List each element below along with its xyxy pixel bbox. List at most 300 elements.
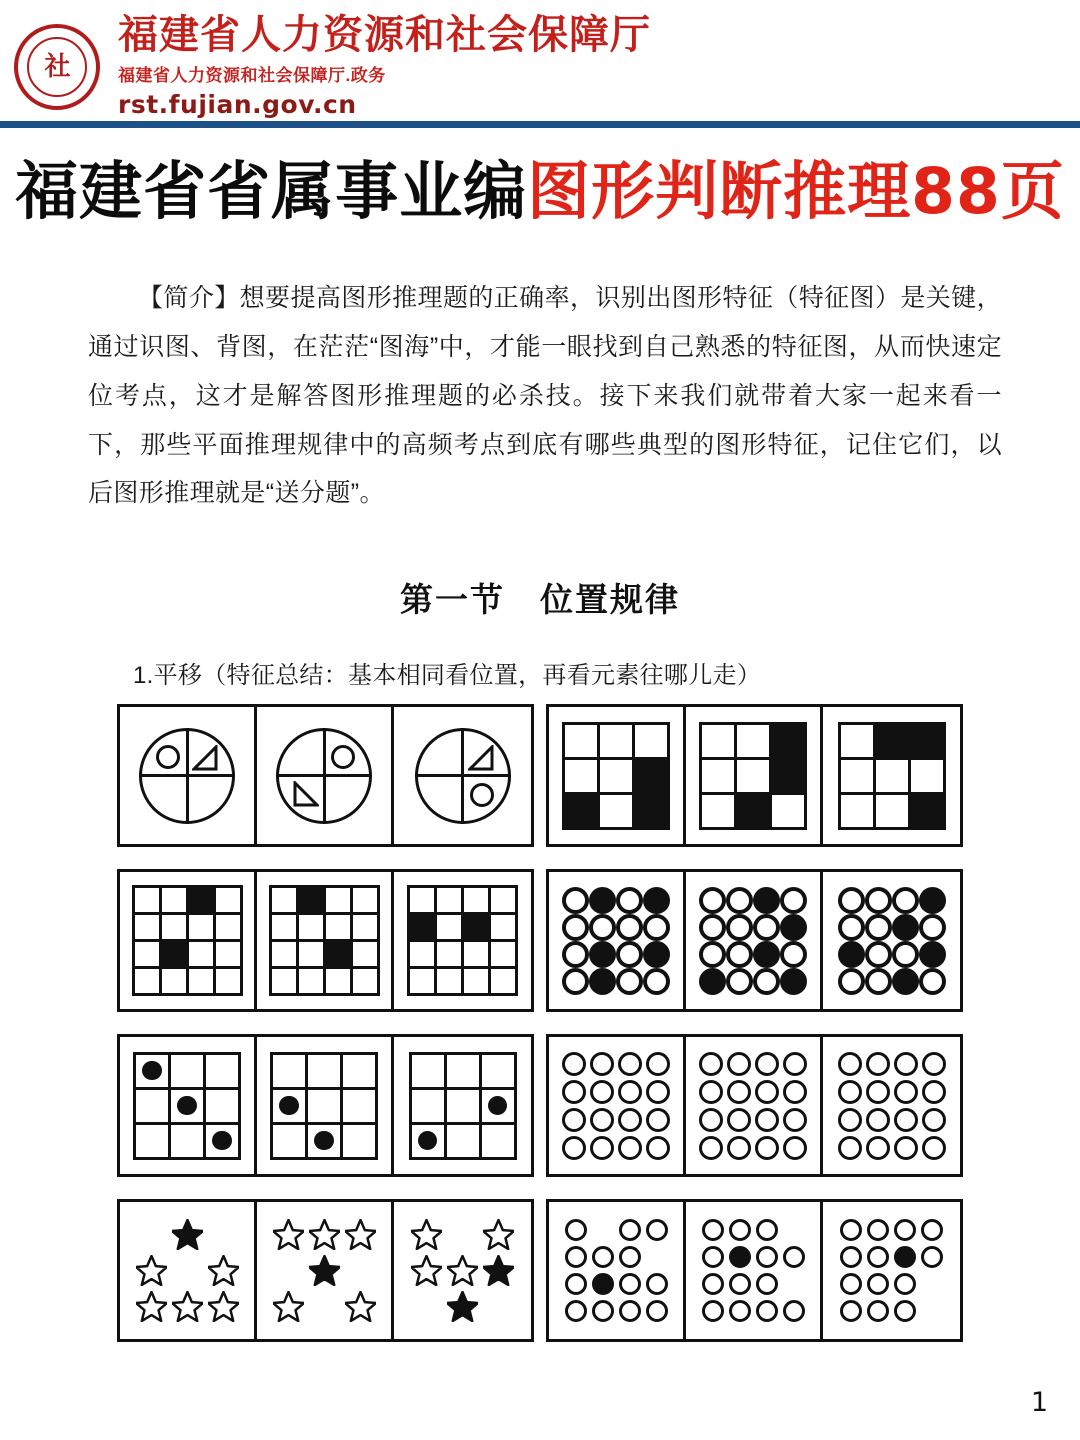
hollow-circle-icon bbox=[646, 1080, 670, 1104]
hollow-circle-icon bbox=[921, 1219, 943, 1241]
filled-cell bbox=[772, 725, 804, 757]
hollow-circle-icon bbox=[702, 1246, 724, 1268]
empty-cell bbox=[737, 725, 769, 757]
small-circle-icon bbox=[156, 745, 180, 769]
figure-panel bbox=[394, 1202, 531, 1339]
hollow-circle-icon bbox=[646, 1052, 670, 1076]
hollow-circle-icon bbox=[867, 1219, 889, 1241]
hollow-star-icon bbox=[409, 1217, 445, 1253]
hollow-star-icon bbox=[445, 1253, 481, 1289]
touching-circle-grid-figure bbox=[699, 887, 807, 995]
figure-group-row2-right bbox=[546, 869, 963, 1012]
hollow-circle-icon bbox=[562, 968, 589, 995]
empty-cell bbox=[876, 795, 908, 827]
hollow-circle-icon bbox=[894, 1136, 918, 1160]
empty-slot bbox=[409, 1289, 445, 1325]
empty-cell bbox=[216, 888, 240, 912]
empty-slot bbox=[169, 1253, 205, 1289]
empty-cell bbox=[353, 888, 377, 912]
filled-cell bbox=[772, 760, 804, 792]
grid-cell bbox=[482, 1125, 514, 1157]
black-dot-icon bbox=[142, 1061, 161, 1080]
hollow-star-icon bbox=[409, 1253, 445, 1289]
hollow-circle-icon bbox=[865, 941, 892, 968]
empty-cell bbox=[189, 969, 213, 993]
empty-cell bbox=[702, 725, 734, 757]
hollow-star-icon bbox=[205, 1253, 241, 1289]
hollow-circle-icon bbox=[780, 941, 807, 968]
spaced-circle-grid-figure bbox=[560, 1050, 672, 1162]
empty-cell bbox=[464, 888, 488, 912]
hollow-circle-icon bbox=[699, 1136, 723, 1160]
filled-cell bbox=[565, 795, 597, 827]
hollow-circle-icon bbox=[729, 1219, 751, 1241]
hollow-circle-icon bbox=[783, 1136, 807, 1160]
document-title-red: 图形判断推理88页 bbox=[527, 155, 1065, 228]
empty-cell bbox=[600, 795, 632, 827]
hollow-circle-icon bbox=[753, 914, 780, 941]
hollow-circle-icon bbox=[590, 1080, 614, 1104]
figure-panel bbox=[120, 872, 257, 1009]
hollow-circle-icon bbox=[866, 1052, 890, 1076]
empty-cell bbox=[410, 888, 434, 912]
empty-cell bbox=[876, 760, 908, 792]
hollow-star-icon bbox=[133, 1253, 169, 1289]
black-dot-icon bbox=[488, 1096, 507, 1115]
hollow-circle-icon bbox=[562, 941, 589, 968]
hollow-circle-icon bbox=[727, 1052, 751, 1076]
filled-cell bbox=[737, 795, 769, 827]
figure-panel bbox=[257, 872, 394, 1009]
header-divider bbox=[0, 121, 1080, 128]
hollow-circle-icon bbox=[699, 1052, 723, 1076]
hollow-circle-icon bbox=[783, 1108, 807, 1132]
empty-cell bbox=[464, 942, 488, 966]
hollow-circle-icon bbox=[726, 941, 753, 968]
checker-grid-figure bbox=[132, 885, 243, 996]
black-dot-icon bbox=[212, 1131, 231, 1150]
document-title-black: 福建省省属事业编 bbox=[15, 155, 528, 228]
dot-grid-figure bbox=[409, 1052, 517, 1160]
touching-circle-grid-figure bbox=[838, 887, 946, 995]
empty-cell bbox=[353, 915, 377, 939]
hollow-circle-icon bbox=[756, 1273, 778, 1295]
hollow-star-icon bbox=[306, 1217, 342, 1253]
hollow-circle-icon bbox=[866, 1136, 890, 1160]
hollow-circle-icon bbox=[618, 1108, 642, 1132]
empty-slot bbox=[133, 1217, 169, 1253]
hollow-circle-icon bbox=[619, 1273, 641, 1295]
empty-cell bbox=[565, 760, 597, 792]
empty-cell bbox=[135, 969, 159, 993]
figure-group-row2-left bbox=[117, 869, 534, 1012]
absent-circle-slot bbox=[921, 1300, 943, 1322]
grid-cell bbox=[343, 1125, 375, 1157]
grid-cell bbox=[412, 1090, 444, 1122]
hollow-circle-icon bbox=[618, 1080, 642, 1104]
filled-circle-icon bbox=[592, 1273, 614, 1295]
empty-cell bbox=[437, 969, 461, 993]
filled-circle-icon bbox=[729, 1246, 751, 1268]
filled-circle-icon bbox=[589, 887, 616, 914]
hollow-circle-icon bbox=[616, 914, 643, 941]
empty-cell bbox=[272, 942, 296, 966]
empty-cell bbox=[565, 725, 597, 757]
hollow-circle-icon bbox=[866, 1080, 890, 1104]
hollow-star-icon bbox=[133, 1289, 169, 1325]
empty-cell bbox=[216, 942, 240, 966]
empty-cell bbox=[491, 942, 515, 966]
empty-cell bbox=[135, 915, 159, 939]
filled-circle-icon bbox=[699, 968, 726, 995]
figure-row-3 bbox=[0, 1034, 1080, 1177]
empty-cell bbox=[189, 915, 213, 939]
figure-panel bbox=[686, 1037, 823, 1174]
filled-circle-icon bbox=[919, 941, 946, 968]
checker-grid-figure bbox=[562, 722, 670, 830]
hollow-circle-icon bbox=[783, 1080, 807, 1104]
figure-panel bbox=[686, 872, 823, 1009]
empty-cell bbox=[162, 969, 186, 993]
hollow-circle-icon bbox=[921, 1246, 943, 1268]
empty-cell bbox=[410, 969, 434, 993]
empty-slot bbox=[270, 1253, 306, 1289]
subsection-heading: 1.平移（特征总结：基本相同看位置，再看元素往哪儿走） bbox=[133, 662, 762, 690]
quartered-circle-figure bbox=[276, 728, 372, 824]
hollow-star-icon bbox=[270, 1217, 306, 1253]
filled-star-icon bbox=[169, 1217, 205, 1253]
grid-cell bbox=[308, 1090, 340, 1122]
filled-circle-icon bbox=[780, 914, 807, 941]
empty-cell bbox=[702, 795, 734, 827]
figure-panel bbox=[549, 872, 686, 1009]
hollow-circle-icon bbox=[699, 914, 726, 941]
spaced-circle-grid-figure bbox=[836, 1050, 948, 1162]
filled-cell bbox=[326, 942, 350, 966]
filled-cell bbox=[635, 795, 667, 827]
hollow-circle-icon bbox=[727, 1108, 751, 1132]
hollow-circle-icon bbox=[590, 1052, 614, 1076]
organization-title: 福建省人力资源和社会保障厅 bbox=[118, 12, 651, 58]
hollow-circle-icon bbox=[618, 1052, 642, 1076]
page-header bbox=[0, 0, 1080, 128]
hollow-circle-icon bbox=[865, 968, 892, 995]
hollow-circle-icon bbox=[894, 1108, 918, 1132]
hollow-circle-icon bbox=[619, 1246, 641, 1268]
empty-cell bbox=[272, 915, 296, 939]
empty-cell bbox=[216, 969, 240, 993]
figure-panel bbox=[120, 1037, 257, 1174]
small-circle-icon bbox=[470, 783, 494, 807]
figure-panel bbox=[120, 707, 257, 844]
hollow-circle-icon bbox=[590, 1108, 614, 1132]
page-number: 1 bbox=[1030, 1387, 1048, 1418]
hollow-circle-icon bbox=[562, 1108, 586, 1132]
empty-cell bbox=[737, 760, 769, 792]
filled-cell bbox=[911, 795, 943, 827]
hollow-circle-icon bbox=[616, 968, 643, 995]
empty-cell bbox=[841, 725, 873, 757]
figure-rows bbox=[0, 704, 1080, 1342]
filled-circle-icon bbox=[589, 968, 616, 995]
hollow-circle-icon bbox=[565, 1273, 587, 1295]
hollow-circle-icon bbox=[838, 1108, 862, 1132]
empty-cell bbox=[353, 942, 377, 966]
hollow-circle-icon bbox=[755, 1052, 779, 1076]
hollow-circle-icon bbox=[562, 1080, 586, 1104]
figure-panel bbox=[394, 1037, 531, 1174]
hollow-circle-icon bbox=[838, 1052, 862, 1076]
grid-cell bbox=[447, 1055, 479, 1087]
spaced-circle-grid-figure bbox=[697, 1050, 809, 1162]
hollow-circle-icon bbox=[562, 1136, 586, 1160]
empty-slot bbox=[306, 1289, 342, 1325]
hollow-star-icon bbox=[481, 1217, 517, 1253]
section-heading: 第一节 位置规律 bbox=[400, 581, 680, 619]
empty-cell bbox=[772, 795, 804, 827]
figure-panel bbox=[823, 872, 960, 1009]
empty-cell bbox=[491, 915, 515, 939]
grid-cell bbox=[273, 1090, 305, 1122]
hollow-circle-icon bbox=[894, 1080, 918, 1104]
hollow-circle-icon bbox=[838, 914, 865, 941]
empty-cell bbox=[410, 942, 434, 966]
hollow-circle-icon bbox=[729, 1300, 751, 1322]
document-title bbox=[0, 156, 1080, 228]
hollow-circle-icon bbox=[565, 1219, 587, 1241]
grid-cell bbox=[412, 1125, 444, 1157]
hollow-circle-icon bbox=[838, 968, 865, 995]
grid-cell bbox=[273, 1055, 305, 1087]
hollow-circle-icon bbox=[592, 1246, 614, 1268]
absent-circle-slot bbox=[592, 1219, 614, 1241]
organization-url: rst.fujian.gov.cn bbox=[118, 90, 357, 119]
filled-circle-icon bbox=[753, 887, 780, 914]
hollow-circle-icon bbox=[894, 1300, 916, 1322]
figure-panel bbox=[257, 1037, 394, 1174]
empty-cell bbox=[299, 969, 323, 993]
hollow-circle-icon bbox=[619, 1300, 641, 1322]
hollow-circle-icon bbox=[922, 1136, 946, 1160]
figure-row-1 bbox=[0, 704, 1080, 847]
empty-cell bbox=[272, 888, 296, 912]
filled-star-icon bbox=[481, 1253, 517, 1289]
hollow-circle-icon bbox=[922, 1080, 946, 1104]
hollow-circle-icon bbox=[840, 1246, 862, 1268]
absent-circle-slot bbox=[921, 1273, 943, 1295]
grid-cell bbox=[308, 1125, 340, 1157]
hollow-circle-icon bbox=[922, 1108, 946, 1132]
empty-cell bbox=[353, 969, 377, 993]
black-dot-icon bbox=[314, 1131, 333, 1150]
header-text-block bbox=[118, 14, 651, 119]
black-dot-icon bbox=[177, 1096, 196, 1115]
hollow-circle-icon bbox=[592, 1300, 614, 1322]
grid-cell bbox=[171, 1055, 203, 1087]
small-triangle-icon bbox=[192, 745, 218, 771]
figure-group-row4-right bbox=[546, 1199, 963, 1342]
figure-panel bbox=[120, 1202, 257, 1339]
empty-cell bbox=[326, 969, 350, 993]
hollow-circle-icon bbox=[753, 968, 780, 995]
small-triangle-icon bbox=[293, 781, 319, 807]
hollow-circle-icon bbox=[922, 1052, 946, 1076]
empty-cell bbox=[299, 942, 323, 966]
hollow-circle-icon bbox=[727, 1136, 751, 1160]
figure-panel bbox=[549, 1202, 686, 1339]
hollow-star-icon bbox=[342, 1289, 378, 1325]
figure-group-row1-right bbox=[546, 704, 963, 847]
empty-cell bbox=[464, 969, 488, 993]
filled-cell bbox=[410, 915, 434, 939]
star-arrangement-figure bbox=[133, 1217, 241, 1325]
filled-star-icon bbox=[306, 1253, 342, 1289]
empty-cell bbox=[911, 760, 943, 792]
filled-cell bbox=[162, 942, 186, 966]
grid-cell bbox=[136, 1090, 168, 1122]
empty-cell bbox=[162, 915, 186, 939]
empty-cell bbox=[635, 725, 667, 757]
hollow-star-icon bbox=[205, 1289, 241, 1325]
figure-group-row3-right bbox=[546, 1034, 963, 1177]
checker-grid-figure bbox=[838, 722, 946, 830]
empty-slot bbox=[342, 1253, 378, 1289]
hollow-circle-icon bbox=[755, 1108, 779, 1132]
hollow-circle-icon bbox=[894, 1273, 916, 1295]
hollow-circle-icon bbox=[783, 1052, 807, 1076]
hollow-circle-icon bbox=[867, 1273, 889, 1295]
absent-circle-slot bbox=[783, 1219, 805, 1241]
figure-panel bbox=[549, 1037, 686, 1174]
organization-subtitle: 福建省人力资源和社会保障厅.政务 bbox=[118, 66, 386, 85]
filled-circle-icon bbox=[892, 914, 919, 941]
spaced-circle-grid-figure bbox=[838, 1217, 946, 1325]
hollow-circle-icon bbox=[565, 1300, 587, 1322]
dot-grid-figure bbox=[133, 1052, 241, 1160]
figure-panel bbox=[394, 872, 531, 1009]
hollow-circle-icon bbox=[838, 887, 865, 914]
spaced-circle-grid-figure bbox=[699, 1217, 807, 1325]
grid-cell bbox=[482, 1090, 514, 1122]
header-brand bbox=[0, 0, 1080, 119]
filled-star-icon bbox=[445, 1289, 481, 1325]
grid-cell bbox=[136, 1125, 168, 1157]
hollow-circle-icon bbox=[643, 914, 670, 941]
grid-cell bbox=[171, 1125, 203, 1157]
filled-circle-icon bbox=[780, 968, 807, 995]
hollow-circle-icon bbox=[919, 968, 946, 995]
hollow-circle-icon bbox=[867, 1246, 889, 1268]
filled-circle-icon bbox=[643, 887, 670, 914]
quartered-circle-figure bbox=[139, 728, 235, 824]
empty-cell bbox=[326, 915, 350, 939]
hollow-circle-icon bbox=[590, 1136, 614, 1160]
absent-circle-slot bbox=[783, 1273, 805, 1295]
figure-panel bbox=[823, 707, 960, 844]
grid-cell bbox=[447, 1090, 479, 1122]
empty-cell bbox=[600, 725, 632, 757]
hollow-star-icon bbox=[342, 1217, 378, 1253]
hollow-star-icon bbox=[270, 1289, 306, 1325]
hollow-circle-icon bbox=[702, 1219, 724, 1241]
hollow-circle-icon bbox=[780, 887, 807, 914]
grid-cell bbox=[206, 1090, 238, 1122]
figure-group-row1-left bbox=[117, 704, 534, 847]
absent-circle-slot bbox=[646, 1246, 668, 1268]
filled-circle-icon bbox=[894, 1246, 916, 1268]
hollow-circle-icon bbox=[699, 887, 726, 914]
small-circle-icon bbox=[331, 745, 355, 769]
hollow-circle-icon bbox=[783, 1300, 805, 1322]
hollow-circle-icon bbox=[756, 1246, 778, 1268]
filled-circle-icon bbox=[643, 941, 670, 968]
hollow-circle-icon bbox=[699, 941, 726, 968]
figure-row-2 bbox=[0, 869, 1080, 1012]
hollow-circle-icon bbox=[840, 1219, 862, 1241]
hollow-circle-icon bbox=[619, 1219, 641, 1241]
star-arrangement-figure bbox=[270, 1217, 378, 1325]
grid-cell bbox=[171, 1090, 203, 1122]
grid-cell bbox=[136, 1055, 168, 1087]
hollow-circle-icon bbox=[756, 1300, 778, 1322]
empty-cell bbox=[135, 942, 159, 966]
empty-cell bbox=[216, 915, 240, 939]
hollow-circle-icon bbox=[866, 1108, 890, 1132]
empty-cell bbox=[162, 888, 186, 912]
grid-cell bbox=[206, 1055, 238, 1087]
star-arrangement-figure bbox=[409, 1217, 517, 1325]
hollow-circle-icon bbox=[894, 1052, 918, 1076]
spaced-circle-grid-figure bbox=[562, 1217, 670, 1325]
touching-circle-grid-figure bbox=[562, 887, 670, 995]
empty-cell bbox=[600, 760, 632, 792]
hollow-circle-icon bbox=[646, 1136, 670, 1160]
hollow-circle-icon bbox=[840, 1300, 862, 1322]
empty-cell bbox=[189, 942, 213, 966]
hollow-circle-icon bbox=[919, 914, 946, 941]
empty-cell bbox=[841, 795, 873, 827]
hollow-circle-icon bbox=[702, 1300, 724, 1322]
filled-cell bbox=[876, 725, 908, 757]
hollow-circle-icon bbox=[589, 914, 616, 941]
filled-circle-icon bbox=[589, 941, 616, 968]
filled-circle-icon bbox=[892, 968, 919, 995]
checker-grid-figure bbox=[699, 722, 807, 830]
figure-group-row3-left bbox=[117, 1034, 534, 1177]
empty-cell bbox=[326, 888, 350, 912]
empty-cell bbox=[841, 760, 873, 792]
checker-grid-figure bbox=[269, 885, 380, 996]
empty-slot bbox=[445, 1217, 481, 1253]
hollow-circle-icon bbox=[565, 1246, 587, 1268]
seal-glyph: 社 bbox=[44, 51, 70, 82]
hollow-circle-icon bbox=[755, 1080, 779, 1104]
hollow-circle-icon bbox=[756, 1219, 778, 1241]
hollow-circle-icon bbox=[616, 941, 643, 968]
hollow-circle-icon bbox=[562, 1052, 586, 1076]
filled-cell bbox=[464, 915, 488, 939]
black-dot-icon bbox=[418, 1131, 437, 1150]
hollow-circle-icon bbox=[729, 1273, 751, 1295]
empty-slot bbox=[481, 1289, 517, 1325]
hollow-circle-icon bbox=[618, 1136, 642, 1160]
filled-circle-icon bbox=[838, 941, 865, 968]
hollow-circle-icon bbox=[643, 968, 670, 995]
filled-cell bbox=[911, 725, 943, 757]
hollow-circle-icon bbox=[726, 914, 753, 941]
grid-cell bbox=[343, 1055, 375, 1087]
hollow-circle-icon bbox=[562, 887, 589, 914]
